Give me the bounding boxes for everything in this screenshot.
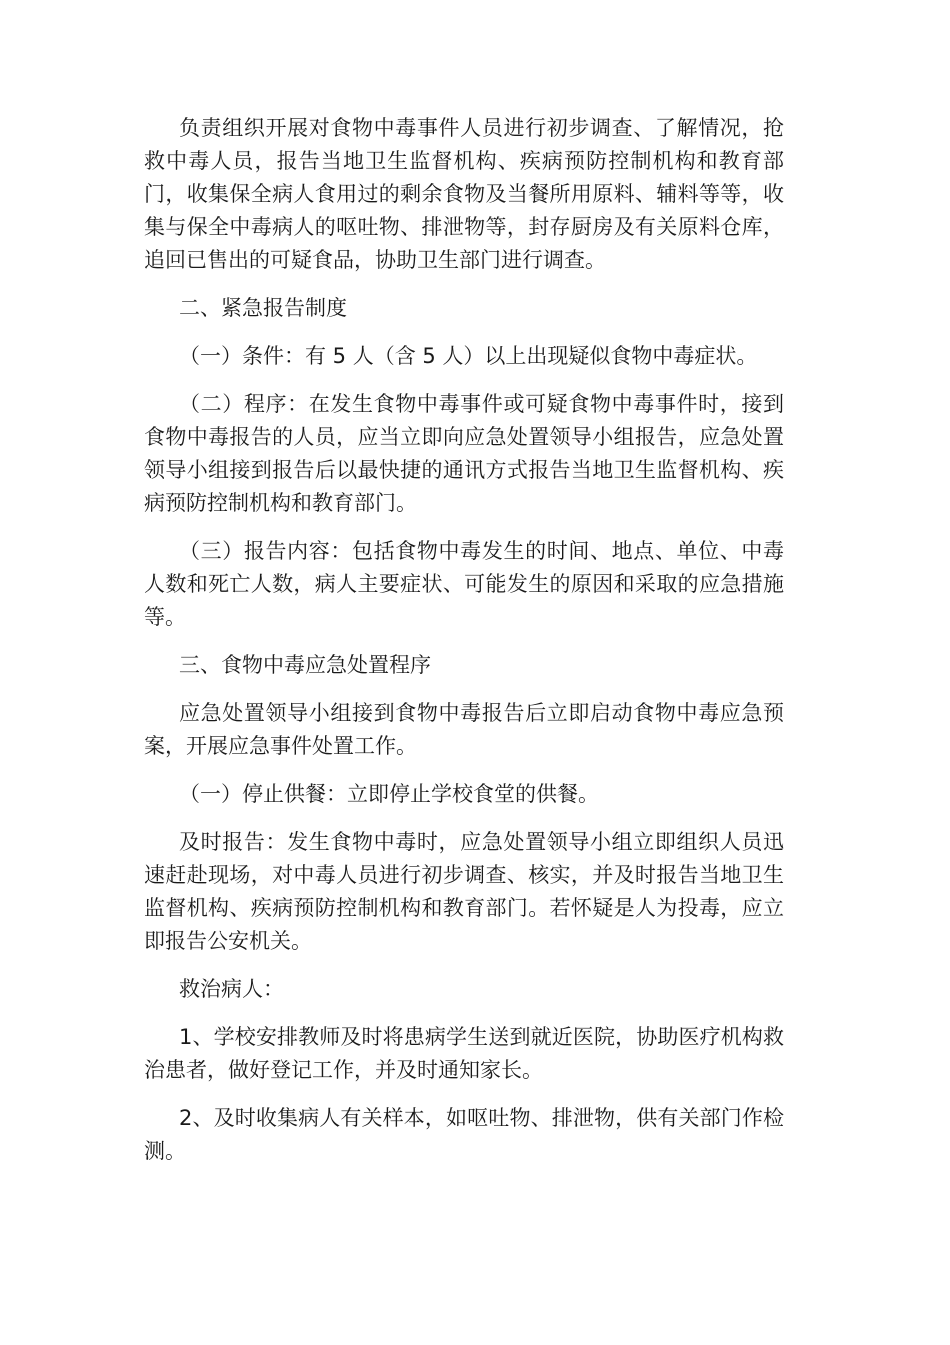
paragraph-investigation-duties: 负责组织开展对食物中毒事件人员进行初步调查、了解情况，抢救中毒人员，报告当地卫生监督机构、疾病预防控制机构和教育部门，收集保全病人食用过的剩余食物及当餐所用原料、辅料等等，收集与保全中毒病人的呕吐物、排泄物等，封存厨房及有关原料仓库，追回已售出的可疑食品，协助卫生部门进行调查。 bbox=[144, 116, 784, 272]
document-body bbox=[144, 112, 784, 1183]
paragraph-stop-meal-service: （一）停止供餐：立即停止学校食堂的供餐。 bbox=[179, 782, 599, 806]
paragraph-treat-item-1: 1、学校安排教师及时将患病学生送到就近医院，协助医疗机构救治患者，做好登记工作，并及时通知家长。 bbox=[144, 1025, 784, 1082]
section-heading-emergency-reporting: 二、紧急报告制度 bbox=[179, 296, 347, 320]
paragraph-activate-plan: 应急处置领导小组接到食物中毒报告后立即启动食物中毒应急预案，开展应急事件处置工作。 bbox=[144, 701, 784, 758]
paragraph-timely-report: 及时报告：发生食物中毒时，应急处置领导小组立即组织人员迅速赶赴现场，对中毒人员进行初步调查、核实，并及时报告当地卫生监督机构、疾病预防控制机构和教育部门。若怀疑是人为投毒，应立即报告公安机关。 bbox=[144, 830, 784, 953]
section-heading-emergency-procedure: 三、食物中毒应急处置程序 bbox=[179, 653, 431, 677]
paragraph-report-condition: （一）条件：有 5 人（含 5 人）以上出现疑似食物中毒症状。 bbox=[179, 344, 758, 368]
paragraph-report-content: （三）报告内容：包括食物中毒发生的时间、地点、单位、中毒人数和死亡人数，病人主要症状、可能发生的原因和采取的应急措施等。 bbox=[144, 539, 784, 629]
paragraph-treat-patients-heading: 救治病人： bbox=[179, 977, 284, 1001]
paragraph-treat-item-2: 2、及时收集病人有关样本，如呕吐物、排泄物，供有关部门作检测。 bbox=[144, 1106, 784, 1163]
paragraph-report-procedure: （二）程序：在发生食物中毒事件或可疑食物中毒事件时，接到食物中毒报告的人员，应当立即向应急处置领导小组报告，应急处置领导小组接到报告后以最快捷的通讯方式报告当地卫生监督机构、疾病预防控制机构和教育部门。 bbox=[144, 392, 784, 515]
